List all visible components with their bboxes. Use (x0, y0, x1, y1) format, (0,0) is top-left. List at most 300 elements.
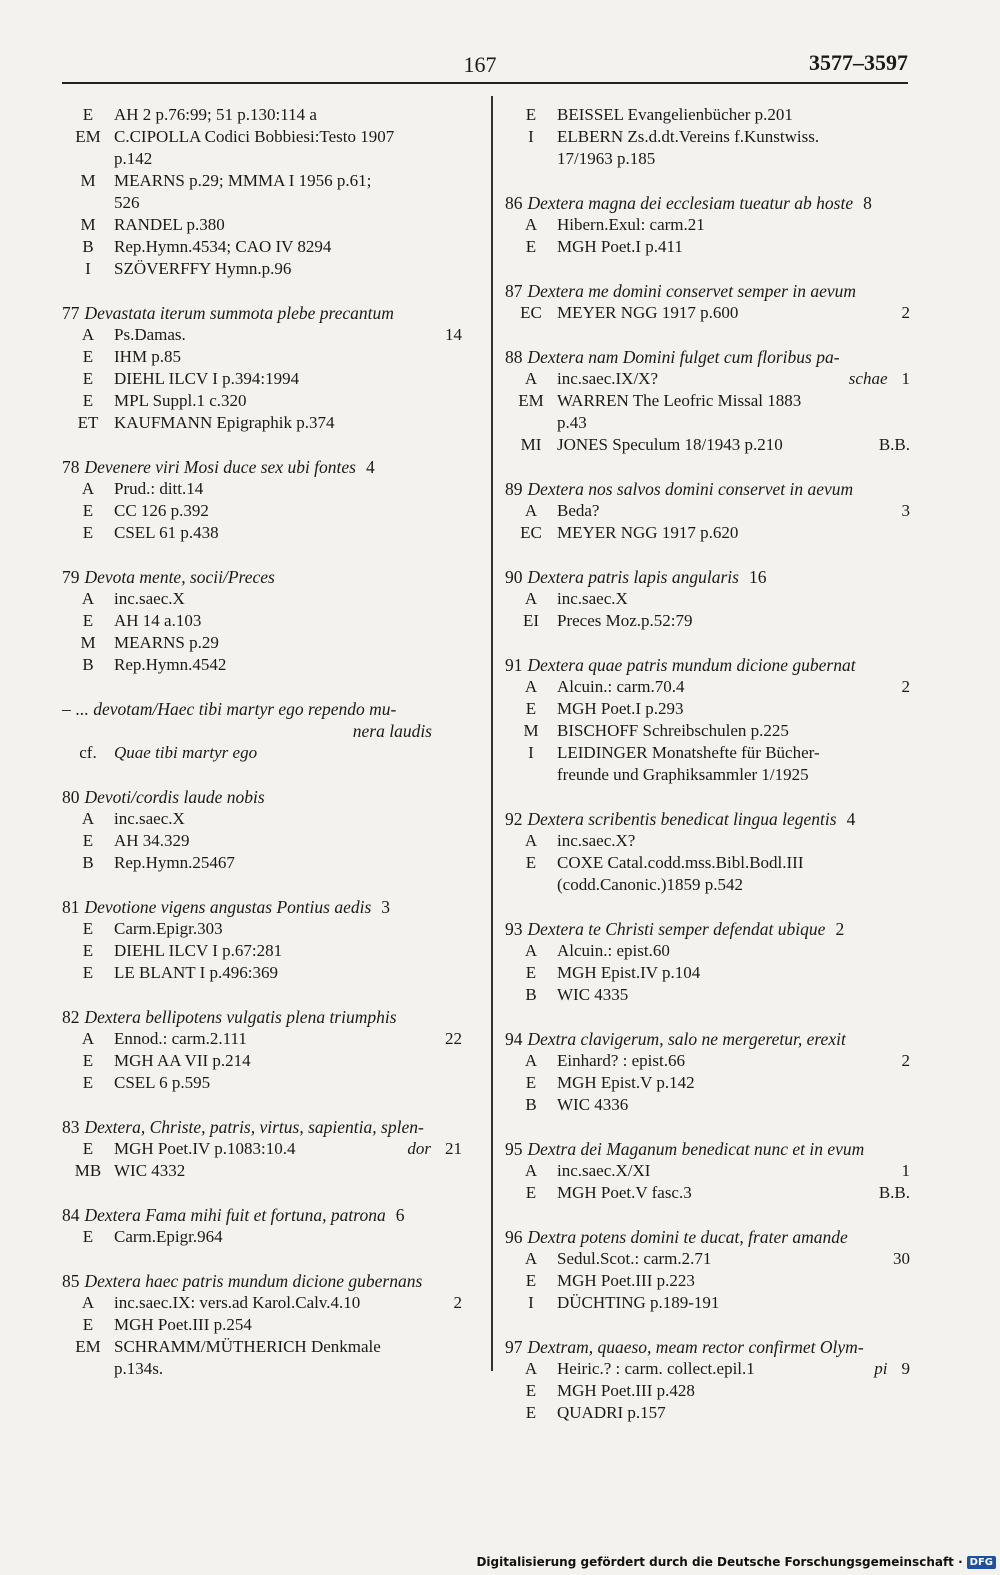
reference-row (62, 918, 462, 940)
reference-code: E (82, 963, 94, 982)
reference-row-continued (505, 764, 910, 786)
reference-citation-continued: p.142 (114, 149, 153, 168)
reference-code: E (525, 1073, 537, 1092)
reference-row (62, 1050, 462, 1072)
reference-citation: AH 14 a.103 (114, 611, 202, 630)
note-value: B.B. (878, 1183, 910, 1202)
reference-text (114, 170, 462, 192)
verse-count: 4 (365, 457, 375, 477)
reference-code: E (82, 941, 94, 960)
reference-citation: Alcuin.: carm.70.4 (557, 677, 685, 696)
reference-note (407, 1138, 462, 1160)
reference-code: E (82, 831, 94, 850)
reference-citation: DIEHL ILCV I p.67:281 (114, 941, 283, 960)
reference-code-empty (505, 874, 557, 896)
reference-text (114, 852, 462, 874)
reference-citation: AH 34.329 (114, 831, 190, 850)
reference-code: EM (518, 391, 544, 410)
entry (505, 918, 910, 1006)
entry-number: 77 (62, 303, 80, 323)
reference-citation-continued: p.134s. (114, 1359, 164, 1378)
reference-row-continued (62, 192, 462, 214)
note-value: 14 (445, 325, 462, 344)
reference-citation: MGH Epist.V p.142 (557, 1073, 695, 1092)
reference-row (62, 940, 462, 962)
note-value: 2 (901, 1051, 910, 1070)
reference-text (557, 214, 910, 236)
reference-text (557, 698, 910, 720)
entry-title-line (505, 1138, 910, 1160)
reference-row (505, 104, 910, 126)
reference-text (114, 412, 462, 434)
reference-text (114, 522, 462, 544)
entry-number: 87 (505, 281, 523, 301)
reference-row (505, 676, 910, 698)
reference-row-continued (62, 1358, 462, 1380)
verse-count: 6 (395, 1205, 405, 1225)
reference-citation: Quae tibi martyr ego (114, 743, 258, 762)
entry-incipit: Devotione vigens angustas Pontius aedis (84, 897, 372, 917)
reference-note (454, 1292, 463, 1314)
reference-row (505, 984, 910, 1006)
reference-text (114, 1160, 462, 1182)
reference-citation: CSEL 61 p.438 (114, 523, 219, 542)
reference-text (114, 1314, 462, 1336)
reference-note (874, 1358, 910, 1380)
entry-incipit: Dextera haec patris mundum dicione gubernans (84, 1271, 423, 1291)
entry-title-line (62, 566, 462, 588)
incipit-tail: schae (848, 369, 888, 388)
reference-code: A (81, 809, 95, 828)
reference-citation: Heiric.? : carm. collect.epil.1 (557, 1359, 755, 1378)
reference-citation: MGH Poet.V fasc.3 (557, 1183, 692, 1202)
entry-title-line (62, 1116, 462, 1138)
entry-title-line (62, 1270, 462, 1292)
reference-text (557, 1094, 910, 1116)
entry-title-line (505, 918, 910, 940)
reference-code: E (82, 1227, 94, 1246)
verse-count: 2 (835, 919, 845, 939)
entry (62, 302, 462, 434)
reference-citation: CC 126 p.392 (114, 501, 209, 520)
reference-text (557, 830, 910, 852)
reference-citation: COXE Catal.codd.mss.Bibl.Bodl.III (557, 853, 804, 872)
entry-number: 80 (62, 787, 80, 807)
verse-count: 16 (748, 567, 767, 587)
reference-text (557, 852, 910, 874)
reference-code: A (524, 1161, 538, 1180)
reference-citation: IHM p.85 (114, 347, 182, 366)
reference-row (62, 126, 462, 148)
entry (505, 104, 910, 170)
reference-row (62, 610, 462, 632)
reference-row (505, 522, 910, 544)
entry-number: – (62, 699, 71, 719)
reference-text (557, 1072, 910, 1094)
right-column (505, 104, 910, 1446)
note-value: 9 (901, 1359, 910, 1378)
reference-code-empty (62, 148, 114, 170)
entry-incipit: Dextram, quaeso, meam rector confirmet Olym- (527, 1337, 864, 1357)
entry-incipit: Dextera Fama mihi fuit et fortuna, patrona (84, 1205, 386, 1225)
reference-code: E (82, 391, 94, 410)
entry-number: 78 (62, 457, 80, 477)
reference-row (505, 940, 910, 962)
entry-title-line (62, 786, 462, 808)
entry-title-line (62, 896, 462, 918)
reference-text (114, 390, 462, 412)
reference-code: M (80, 171, 96, 190)
reference-code: A (81, 325, 95, 344)
entry-incipit: Dextera quae patris mundum dicione gubernat (527, 655, 856, 675)
reference-note (893, 1248, 910, 1270)
reference-code: cf. (79, 743, 97, 762)
reference-code: E (82, 1051, 94, 1070)
reference-note (902, 1050, 911, 1072)
reference-code: I (528, 127, 534, 146)
reference-citation: AH 2 p.76:99; 51 p.130:114 a (114, 105, 317, 124)
reference-row (62, 1072, 462, 1094)
reference-code: MI (520, 435, 542, 454)
reference-row (62, 390, 462, 412)
reference-text (114, 1138, 462, 1160)
reference-code: I (528, 743, 534, 762)
reference-text (557, 588, 910, 610)
reference-row (62, 962, 462, 984)
reference-citation: Sedul.Scot.: carm.2.71 (557, 1249, 712, 1268)
reference-row (505, 742, 910, 764)
footer-credit (476, 1555, 996, 1569)
reference-code: EC (520, 523, 542, 542)
entry-number: 93 (505, 919, 523, 939)
reference-code: A (524, 1051, 538, 1070)
reference-text (557, 940, 910, 962)
reference-text (114, 1028, 462, 1050)
note-value: 1 (901, 1161, 910, 1180)
reference-citation: inc.saec.X (114, 589, 185, 608)
reference-code: B (82, 853, 94, 872)
reference-text (114, 1292, 462, 1314)
reference-row-continued (505, 874, 910, 896)
reference-code: A (524, 941, 538, 960)
entry-incipit: Devastata iterum summota plebe precantum (84, 303, 394, 323)
reference-citation: MGH Poet.I p.293 (557, 699, 684, 718)
reference-row (505, 698, 910, 720)
entry-incipit: Dextra dei Maganum benedicat nunc et in evum (527, 1139, 865, 1159)
reference-text (114, 368, 462, 390)
reference-citation: MPL Suppl.1 c.320 (114, 391, 247, 410)
reference-row (505, 1050, 910, 1072)
reference-code: E (82, 1315, 94, 1334)
reference-text (114, 126, 462, 148)
reference-text (557, 1402, 910, 1424)
reference-text (114, 324, 462, 346)
reference-citation: RANDEL p.380 (114, 215, 225, 234)
reference-row (505, 1292, 910, 1314)
reference-row (62, 1138, 462, 1160)
incipit-tail: pi (874, 1359, 888, 1378)
reference-citation: MEYER NGG 1917 p.620 (557, 523, 739, 542)
reference-citation: DÜCHTING p.189-191 (557, 1293, 720, 1312)
reference-code-empty (505, 764, 557, 786)
reference-citation: Preces Moz.p.52:79 (557, 611, 693, 630)
reference-text (114, 500, 462, 522)
note-value: 2 (453, 1293, 462, 1312)
reference-row (62, 830, 462, 852)
entry (505, 192, 910, 258)
reference-citation: MGH AA VII p.214 (114, 1051, 251, 1070)
reference-code: A (524, 677, 538, 696)
reference-citation: inc.saec.X/XI (557, 1161, 651, 1180)
entry-incipit: ... devotam/Haec tibi martyr ego rependo mu- (75, 699, 397, 719)
reference-text (114, 918, 462, 940)
entry-number: 90 (505, 567, 523, 587)
reference-citation: MEYER NGG 1917 p.600 (557, 303, 739, 322)
reference-note (879, 1182, 910, 1204)
reference-row-continued (62, 148, 462, 170)
reference-citation: Rep.Hymn.4542 (114, 655, 227, 674)
entry (505, 654, 910, 786)
reference-text (114, 610, 462, 632)
incipit-tail: dor (407, 1139, 431, 1158)
reference-row (505, 610, 910, 632)
reference-code: E (82, 501, 94, 520)
reference-row (505, 1160, 910, 1182)
reference-row (62, 324, 462, 346)
entry-title-line (505, 1336, 910, 1358)
reference-text (557, 1270, 910, 1292)
reference-row (62, 1336, 462, 1358)
reference-row (505, 214, 910, 236)
reference-text (114, 808, 462, 830)
reference-text (114, 830, 462, 852)
entry (62, 786, 462, 874)
entry-title-line (62, 1006, 462, 1028)
reference-row (505, 720, 910, 742)
reference-code: A (81, 1293, 95, 1312)
entry-title-line (62, 698, 462, 720)
reference-code: E (525, 105, 537, 124)
reference-row (505, 588, 910, 610)
reference-text (557, 434, 910, 456)
reference-citation: MEARNS p.29 (114, 633, 219, 652)
reference-text (557, 302, 910, 324)
reference-code: A (524, 369, 538, 388)
reference-text (557, 1358, 910, 1380)
entry (505, 566, 910, 632)
reference-code: B (82, 655, 94, 674)
entry-range: 3577–3597 (809, 50, 908, 75)
reference-text (114, 104, 462, 126)
entry-number: 82 (62, 1007, 80, 1027)
reference-code: M (80, 215, 96, 234)
entry-incipit: Dextera, Christe, patris, virtus, sapientia, splen- (84, 1117, 424, 1137)
page-number: 167 (463, 52, 497, 77)
reference-citation: ELBERN Zs.d.dt.Vereins f.Kunstwiss. (557, 127, 820, 146)
reference-note (445, 324, 462, 346)
entry (505, 280, 910, 324)
entry-title-line (505, 566, 910, 588)
entry-number: 97 (505, 1337, 523, 1357)
reference-citation: SCHRAMM/MÜTHERICH Denkmale (114, 1337, 381, 1356)
entry-incipit: Dextera scribentis benedicat lingua legentis (527, 809, 837, 829)
entry-incipit: Devota mente, socii/Preces (84, 567, 275, 587)
reference-code: EM (75, 127, 101, 146)
entry-incipit: Dextra clavigerum, salo ne mergeretur, erexit (527, 1029, 846, 1049)
reference-citation: DIEHL ILCV I p.394:1994 (114, 369, 300, 388)
reference-citation: Rep.Hymn.25467 (114, 853, 235, 872)
entry (62, 896, 462, 984)
reference-citation: LEIDINGER Monatshefte für Bücher- (557, 743, 820, 762)
reference-citation: inc.saec.IX: vers.ad Karol.Calv.4.10 (114, 1293, 361, 1312)
reference-code: A (81, 479, 95, 498)
reference-text (114, 654, 462, 676)
reference-row (505, 1248, 910, 1270)
reference-code: E (82, 105, 94, 124)
reference-code: I (85, 259, 91, 278)
reference-code: ET (77, 413, 99, 432)
reference-text (557, 1248, 910, 1270)
entry (62, 104, 462, 280)
entry (505, 1138, 910, 1204)
entry-title-line (505, 346, 910, 368)
reference-note (902, 676, 911, 698)
entry-number: 91 (505, 655, 523, 675)
entry-incipit: Dextera te Christi semper defendat ubique (527, 919, 826, 939)
reference-text (557, 1292, 910, 1314)
reference-row (505, 1072, 910, 1094)
reference-row (505, 1358, 910, 1380)
entry-number: 92 (505, 809, 523, 829)
reference-row (505, 1182, 910, 1204)
reference-row-continued (505, 148, 910, 170)
reference-text (114, 632, 462, 654)
entry-title-line (505, 192, 910, 214)
reference-row (62, 522, 462, 544)
reference-code: E (82, 523, 94, 542)
reference-row (505, 1270, 910, 1292)
note-value: B.B. (878, 435, 910, 454)
reference-code: A (524, 501, 538, 520)
reference-citation: WIC 4335 (557, 985, 629, 1004)
reference-text (557, 1160, 910, 1182)
reference-text (557, 126, 910, 148)
reference-code: A (81, 589, 95, 608)
reference-code-empty (505, 412, 557, 434)
reference-row (62, 1028, 462, 1050)
reference-code: E (525, 699, 537, 718)
reference-row (62, 742, 462, 764)
reference-code: A (524, 1359, 538, 1378)
reference-row-continued (505, 412, 910, 434)
reference-note (879, 434, 910, 456)
reference-text (114, 962, 462, 984)
reference-row (62, 236, 462, 258)
reference-citation: KAUFMANN Epigraphik p.374 (114, 413, 335, 432)
reference-citation: WIC 4336 (557, 1095, 629, 1114)
reference-citation: inc.saec.X (114, 809, 185, 828)
reference-citation: JONES Speculum 18/1943 p.210 (557, 435, 783, 454)
reference-text (114, 1226, 462, 1248)
entry (505, 478, 910, 544)
reference-note (849, 368, 910, 390)
reference-citation: inc.saec.X (557, 589, 628, 608)
reference-row (505, 390, 910, 412)
reference-code: EI (522, 611, 540, 630)
reference-code: B (525, 1095, 537, 1114)
entry-title-line (505, 654, 910, 676)
entry-number: 95 (505, 1139, 523, 1159)
reference-citation: Ps.Damas. (114, 325, 186, 344)
entry (62, 1270, 462, 1380)
reference-text (114, 236, 462, 258)
reference-row (505, 434, 910, 456)
reference-row (505, 852, 910, 874)
entry-title-line (62, 456, 462, 478)
entry (505, 808, 910, 896)
reference-text (557, 962, 910, 984)
reference-row (62, 852, 462, 874)
reference-text (114, 346, 462, 368)
entry-title-line (505, 478, 910, 500)
reference-citation: SZÖVERFFY Hymn.p.96 (114, 259, 292, 278)
reference-citation: BISCHOFF Schreibschulen p.225 (557, 721, 789, 740)
entry-incipit-continued: nera laudis (352, 721, 432, 741)
entry (62, 1204, 462, 1248)
reference-text (557, 104, 910, 126)
reference-text (557, 610, 910, 632)
entry-title-line (62, 1204, 462, 1226)
verse-count: 8 (863, 193, 872, 213)
entry-title-line (505, 1028, 910, 1050)
reference-code: E (82, 611, 94, 630)
reference-note (445, 1028, 462, 1050)
reference-code: E (525, 1381, 537, 1400)
reference-text (557, 1182, 910, 1204)
reference-note (902, 500, 911, 522)
entry-incipit: Dextera nam Domini fulget cum floribus pa- (527, 347, 840, 367)
reference-citation: CSEL 6 p.595 (114, 1073, 211, 1092)
reference-code: E (82, 919, 94, 938)
reference-row (62, 632, 462, 654)
reference-citation: Alcuin.: epist.60 (557, 941, 670, 960)
reference-citation: WARREN The Leofric Missal 1883 (557, 391, 802, 410)
reference-row (62, 1314, 462, 1336)
reference-citation: Rep.Hymn.4534; CAO IV 8294 (114, 237, 332, 256)
reference-code: MB (74, 1161, 102, 1180)
entry-number: 84 (62, 1205, 80, 1225)
reference-code: E (525, 237, 537, 256)
entry-number: 83 (62, 1117, 80, 1137)
reference-citation: MGH Poet.III p.428 (557, 1381, 695, 1400)
reference-code: A (81, 1029, 95, 1048)
reference-text (114, 1072, 462, 1094)
note-value: 2 (901, 677, 910, 696)
reference-citation: BEISSEL Evangelienbücher p.201 (557, 105, 793, 124)
entry (505, 346, 910, 456)
reference-row (62, 258, 462, 280)
reference-row (62, 1292, 462, 1314)
verse-count: 4 (846, 809, 856, 829)
reference-text (114, 940, 462, 962)
reference-citation: MGH Poet.IV p.1083:10.4 (114, 1139, 296, 1158)
note-value: 22 (445, 1029, 462, 1048)
reference-row (505, 962, 910, 984)
reference-text (557, 742, 910, 764)
reference-citation-continued: 526 (114, 193, 140, 212)
reference-text (557, 1380, 910, 1402)
reference-row (505, 236, 910, 258)
